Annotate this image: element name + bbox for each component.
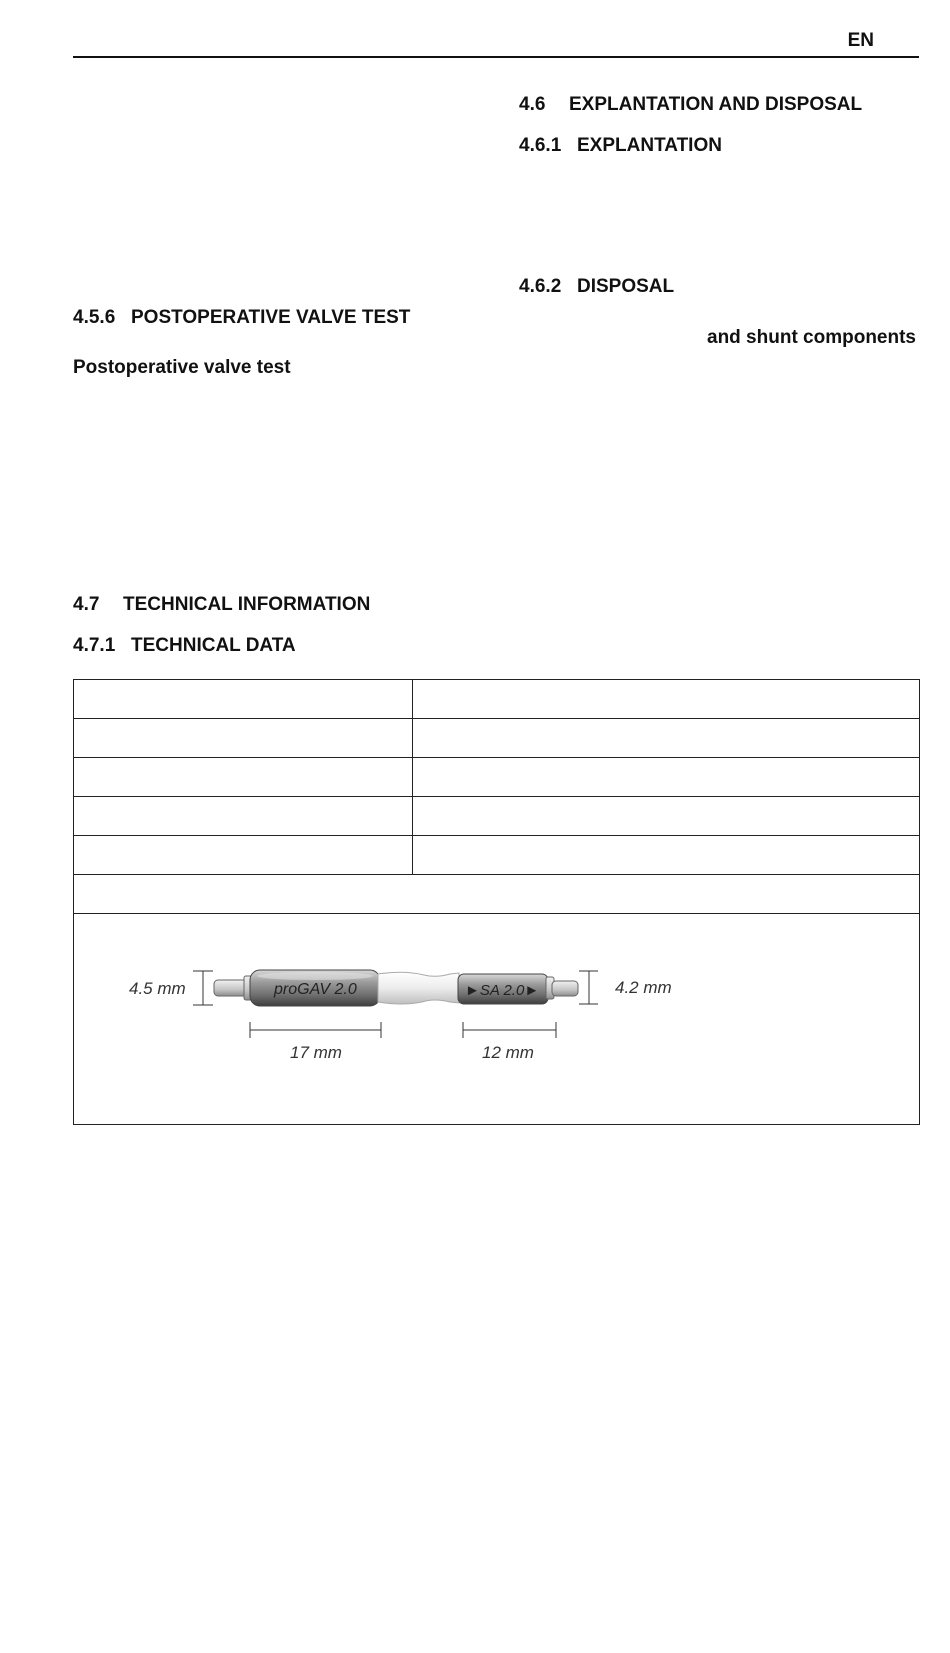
heading-title: TECHNICAL INFORMATION <box>123 594 371 615</box>
table-cell <box>74 680 413 719</box>
table-row <box>74 758 920 797</box>
left-height-bracket <box>193 971 213 1005</box>
progav-length-dimension <box>250 1022 381 1038</box>
table-cell <box>74 836 413 875</box>
table-cell <box>74 758 413 797</box>
heading-4-6 <box>519 94 862 116</box>
heading-title: EXPLANTATION AND DISPOSAL <box>569 94 863 115</box>
heading-title: EXPLANTATION <box>577 135 722 156</box>
progav-label: proGAV 2.0 <box>274 981 357 998</box>
table-row <box>74 875 920 914</box>
table-row <box>74 836 920 875</box>
heading-title: POSTOPERATIVE VALVE TEST <box>131 307 411 328</box>
heading-title: TECHNICAL DATA <box>131 635 296 656</box>
right-height-label: 4.2 mm <box>615 978 672 997</box>
disposal-subheading: and shunt components <box>707 327 916 348</box>
header-rule <box>73 56 919 58</box>
heading-title: DISPOSAL <box>577 276 675 297</box>
sa-label: ►SA 2.0► <box>465 982 540 999</box>
table-cell <box>413 836 920 875</box>
table-cell <box>413 758 920 797</box>
table-row-figure <box>74 914 920 1125</box>
table-cell <box>413 719 920 758</box>
sa-length-label: 12 mm <box>482 1043 534 1062</box>
heading-4-7-1 <box>73 635 296 657</box>
right-height-bracket <box>579 971 598 1004</box>
heading-4-6-2 <box>519 276 674 298</box>
figure-cell <box>74 914 920 1125</box>
table-cell <box>74 797 413 836</box>
language-label: EN <box>847 30 874 51</box>
progav-length-label: 17 mm <box>290 1043 342 1062</box>
table-row <box>74 797 920 836</box>
heading-number: 4.6 <box>519 94 546 115</box>
table-row <box>74 719 920 758</box>
heading-number: 4.5.6 <box>73 307 116 328</box>
heading-number: 4.7 <box>73 594 100 615</box>
table-row <box>74 680 920 719</box>
table-cell <box>413 797 920 836</box>
left-connector <box>214 976 252 1000</box>
connecting-tube <box>378 972 459 1004</box>
right-connector <box>546 977 578 999</box>
sa-length-dimension <box>463 1022 556 1038</box>
table-cell <box>413 680 920 719</box>
table-cell-wide <box>74 875 920 914</box>
valve-test-subheading: Postoperative valve test <box>73 357 291 378</box>
table-cell <box>74 719 413 758</box>
heading-4-7 <box>73 594 370 616</box>
left-height-label: 4.5 mm <box>129 979 186 998</box>
valve-dimension-drawing <box>74 914 920 1124</box>
heading-number: 4.7.1 <box>73 635 116 656</box>
technical-data-table <box>73 679 920 1125</box>
heading-4-5-6 <box>73 307 410 329</box>
heading-4-6-1 <box>519 135 722 157</box>
heading-number: 4.6.1 <box>519 135 562 156</box>
heading-number: 4.6.2 <box>519 276 562 297</box>
